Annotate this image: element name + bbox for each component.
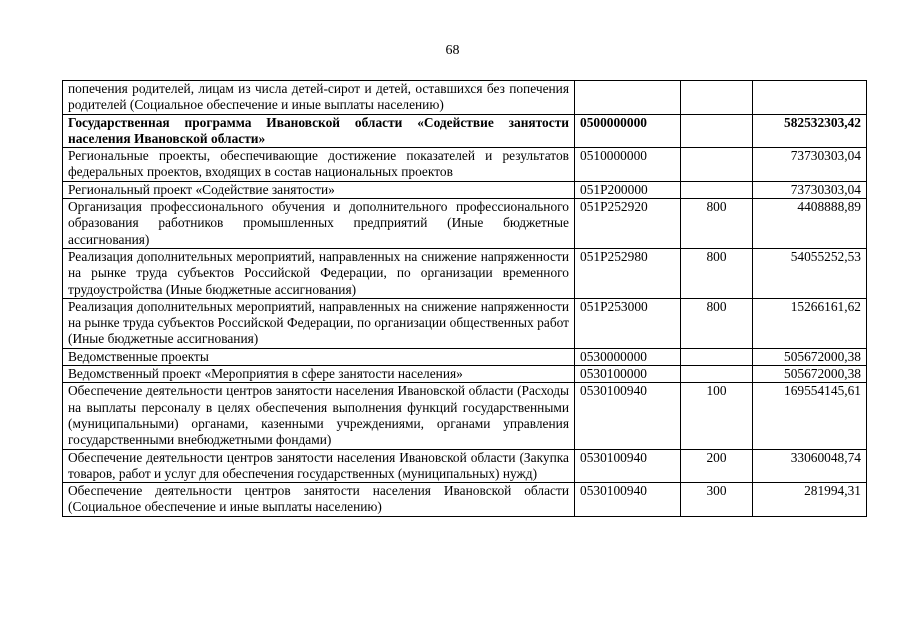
row-name-cell: Обеспечение деятельности центров занятости населения Ивановской области (Социальное обеспечение и иные выплаты населению) bbox=[63, 483, 575, 517]
row-name-cell: Региональный проект «Содействие занятости» bbox=[63, 181, 575, 198]
row-name-cell: Реализация дополнительных мероприятий, направленных на снижение напряженности на рынке труда субъектов Российской Федерации, по организации общественных работ (Иные бюджетные ассигнования) bbox=[63, 298, 575, 348]
row-expense-type-cell bbox=[681, 348, 753, 365]
row-sum-cell: 582532303,42 bbox=[753, 114, 867, 148]
row-name-cell: Государственная программа Ивановской области «Содействие занятости населения Ивановской области» bbox=[63, 114, 575, 148]
table-row bbox=[63, 199, 867, 249]
row-expense-type-cell: 800 bbox=[681, 298, 753, 348]
table-row bbox=[63, 114, 867, 148]
row-sum-cell: 73730303,04 bbox=[753, 148, 867, 182]
row-expense-type-cell: 200 bbox=[681, 449, 753, 483]
table-row bbox=[63, 248, 867, 298]
row-sum-cell: 73730303,04 bbox=[753, 181, 867, 198]
table-row bbox=[63, 449, 867, 483]
page-number: 68 bbox=[445, 43, 460, 58]
row-expense-type-cell bbox=[681, 148, 753, 182]
table-row bbox=[63, 483, 867, 517]
budget-table-body bbox=[63, 81, 867, 517]
row-code-cell: 0510000000 bbox=[575, 148, 681, 182]
row-name-cell: попечения родителей, лицам из числа детей-сирот и детей, оставшихся без попечения родителей (Социальное обеспечение и иные выплаты населению) bbox=[63, 81, 575, 115]
row-code-cell: 051P252920 bbox=[575, 199, 681, 249]
row-code-cell: 0500000000 bbox=[575, 114, 681, 148]
row-code-cell: 0530000000 bbox=[575, 348, 681, 365]
row-sum-cell: 4408888,89 bbox=[753, 199, 867, 249]
row-sum-cell: 15266161,62 bbox=[753, 298, 867, 348]
table-row bbox=[63, 298, 867, 348]
row-sum-cell: 54055252,53 bbox=[753, 248, 867, 298]
row-name-cell: Региональные проекты, обеспечивающие достижение показателей и результатов федеральных проектов, входящих в состав национальных проектов bbox=[63, 148, 575, 182]
row-code-cell: 051P200000 bbox=[575, 181, 681, 198]
row-code-cell: 0530100000 bbox=[575, 366, 681, 383]
row-sum-cell: 281994,31 bbox=[753, 483, 867, 517]
row-name-cell: Обеспечение деятельности центров занятости населения Ивановской области (Расходы на выплаты персоналу в целях обеспечения выполнения функций государственными (муниципальными) органами, казенными учреждениями, органами управления государственными внебюджетными фондами) bbox=[63, 383, 575, 449]
row-code-cell: 0530100940 bbox=[575, 449, 681, 483]
row-sum-cell: 169554145,61 bbox=[753, 383, 867, 449]
table-row bbox=[63, 348, 867, 365]
row-name-cell: Реализация дополнительных мероприятий, направленных на снижение напряженности на рынке труда субъектов Российской Федерации, по организации временного трудоустройства (Иные бюджетные ассигнования) bbox=[63, 248, 575, 298]
row-expense-type-cell bbox=[681, 181, 753, 198]
row-sum-cell: 505672000,38 bbox=[753, 366, 867, 383]
row-code-cell: 051P252980 bbox=[575, 248, 681, 298]
row-sum-cell bbox=[753, 81, 867, 115]
row-expense-type-cell bbox=[681, 114, 753, 148]
table-row bbox=[63, 148, 867, 182]
row-name-cell: Обеспечение деятельности центров занятости населения Ивановской области (Закупка товаров, работ и услуг для обеспечения государственных (муниципальных) нужд) bbox=[63, 449, 575, 483]
row-name-cell: Ведомственный проект «Мероприятия в сфере занятости населения» bbox=[63, 366, 575, 383]
row-expense-type-cell: 800 bbox=[681, 248, 753, 298]
table-row bbox=[63, 181, 867, 198]
row-name-cell: Ведомственные проекты bbox=[63, 348, 575, 365]
row-expense-type-cell: 300 bbox=[681, 483, 753, 517]
row-code-cell: 0530100940 bbox=[575, 483, 681, 517]
budget-table bbox=[62, 80, 867, 517]
row-name-cell: Организация профессионального обучения и дополнительного профессионального образования работников промышленных предприятий (Иные бюджетные ассигнования) bbox=[63, 199, 575, 249]
row-sum-cell: 505672000,38 bbox=[753, 348, 867, 365]
row-expense-type-cell bbox=[681, 81, 753, 115]
table-row bbox=[63, 366, 867, 383]
row-code-cell bbox=[575, 81, 681, 115]
row-expense-type-cell: 800 bbox=[681, 199, 753, 249]
row-code-cell: 0530100940 bbox=[575, 383, 681, 449]
row-sum-cell: 33060048,74 bbox=[753, 449, 867, 483]
row-expense-type-cell: 100 bbox=[681, 383, 753, 449]
table-row bbox=[63, 81, 867, 115]
row-code-cell: 051P253000 bbox=[575, 298, 681, 348]
table-row bbox=[63, 383, 867, 449]
row-expense-type-cell bbox=[681, 366, 753, 383]
